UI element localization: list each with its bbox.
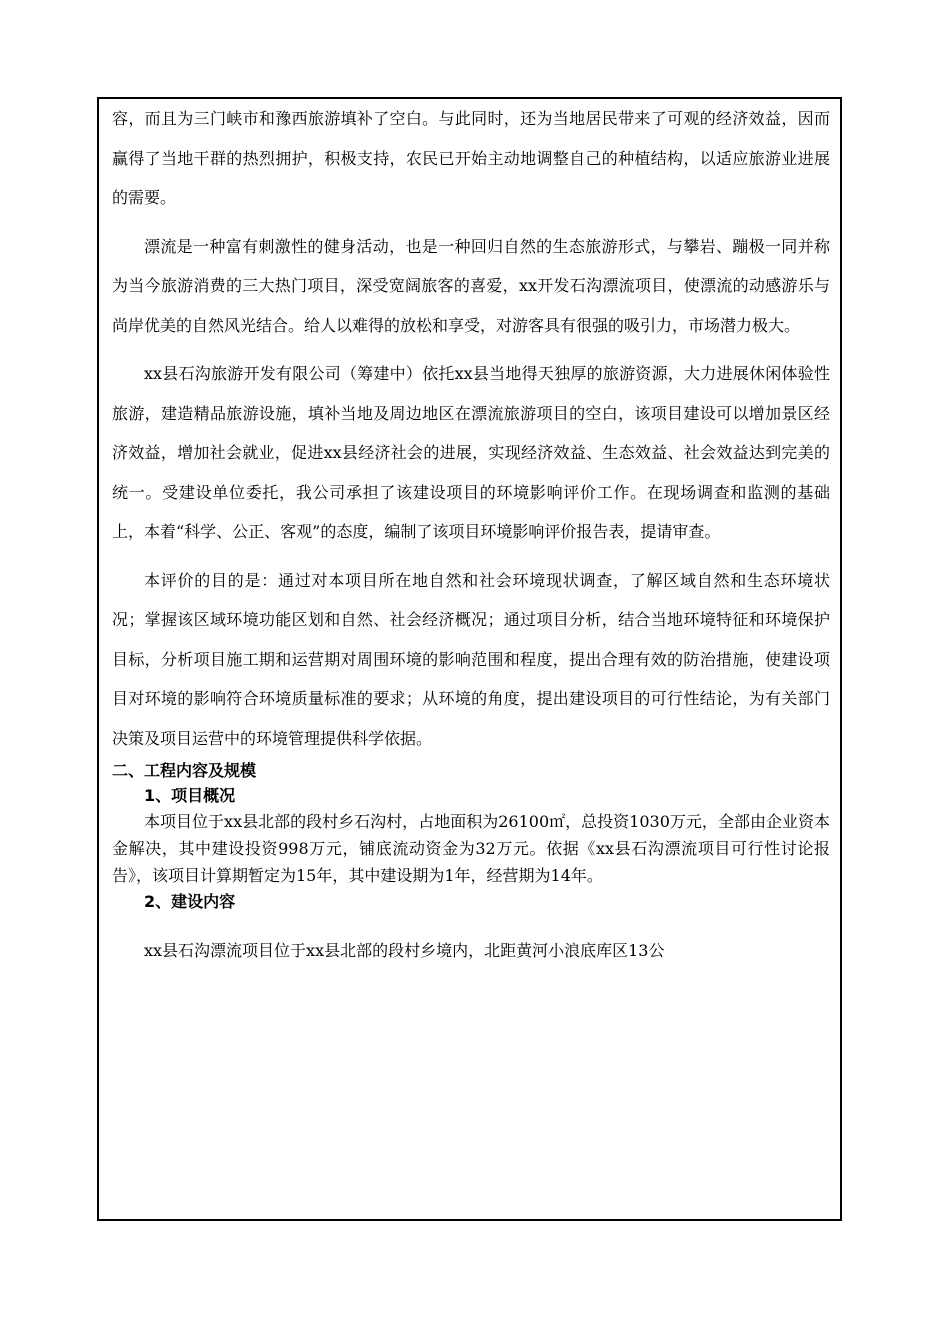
subsection-heading: 2、建设内容 (144, 892, 236, 911)
subsection-heading: 1、项目概况 (144, 786, 236, 805)
paragraph: 本项目位于xx县北部的段村乡石沟村，占地面积为26100㎡，总投资1030万元，全部由企业资本金解决，其中建设投资998万元，铺底流动资金为32万元。依据《xx县石沟漂流项目可行性讨论报告》，该项目计算期暂定为15年，其中建设期为1年，经营期为14年。 (112, 812, 830, 885)
paragraph: 本评价的目的是：通过对本项目所在地自然和社会环境现状调查，了解区域自然和生态环境状况；掌握该区域环境功能区划和自然、社会经济概况；通过项目分析，结合当地环境特征和环境保护目标，分析项目施工期和运营期对周围环境的影响范围和程度，提出合理有效的防治措施，使建设项目对环境的影响符合环境质量标准的要求；从环境的角度，提出建设项目的可行性结论，为有关部门决策及项目运营中的环境管理提供科学依据。 (112, 570, 830, 748)
paragraph: xx县石沟漂流项目位于xx县北部的段村乡境内，北距黄河小浪底库区13公 (144, 941, 665, 960)
paragraph: 漂流是一种富有刺激性的健身活动，也是一种回归自然的生态旅游形式，与攀岩、蹦极一同并称为当今旅游消费的三大热门项目，深受宽阔旅客的喜爱，xx开发石沟漂流项目，使漂流的动感游乐与尚岸优美的自然风光结合。给人以难得的放松和享受，对游客具有很强的吸引力，市场潜力极大。 (112, 236, 830, 335)
form-table-cell (97, 97, 842, 1221)
paragraph: xx县石沟旅游开发有限公司（筹建中）依托xx县当地得天独厚的旅游资源，大力进展休闲体验性旅游，建造精品旅游设施，填补当地及周边地区在漂流旅游项目的空白，该项目建设可以增加景区经济效益，增加社会就业，促进xx县经济社会的进展，实现经济效益、生态效益、社会效益达到完美的统一。受建设单位委托，我公司承担了该建设项目的环境影响评价工作。在现场调查和监测的基础上，本着“科学、公正、客观”的态度，编制了该项目环境影响评价报告表，提请审查。 (112, 364, 830, 541)
document-body (112, 99, 830, 971)
paragraph: 容，而且为三门峡市和豫西旅游填补了空白。与此同时，还为当地居民带来了可观的经济效益，因而赢得了当地干群的热烈拥护，积极支持，农民已开始主动地调整自己的种植结构，以适应旅游业进展的需要。 (112, 109, 830, 207)
section-heading: 二、工程内容及规模 (112, 761, 257, 780)
